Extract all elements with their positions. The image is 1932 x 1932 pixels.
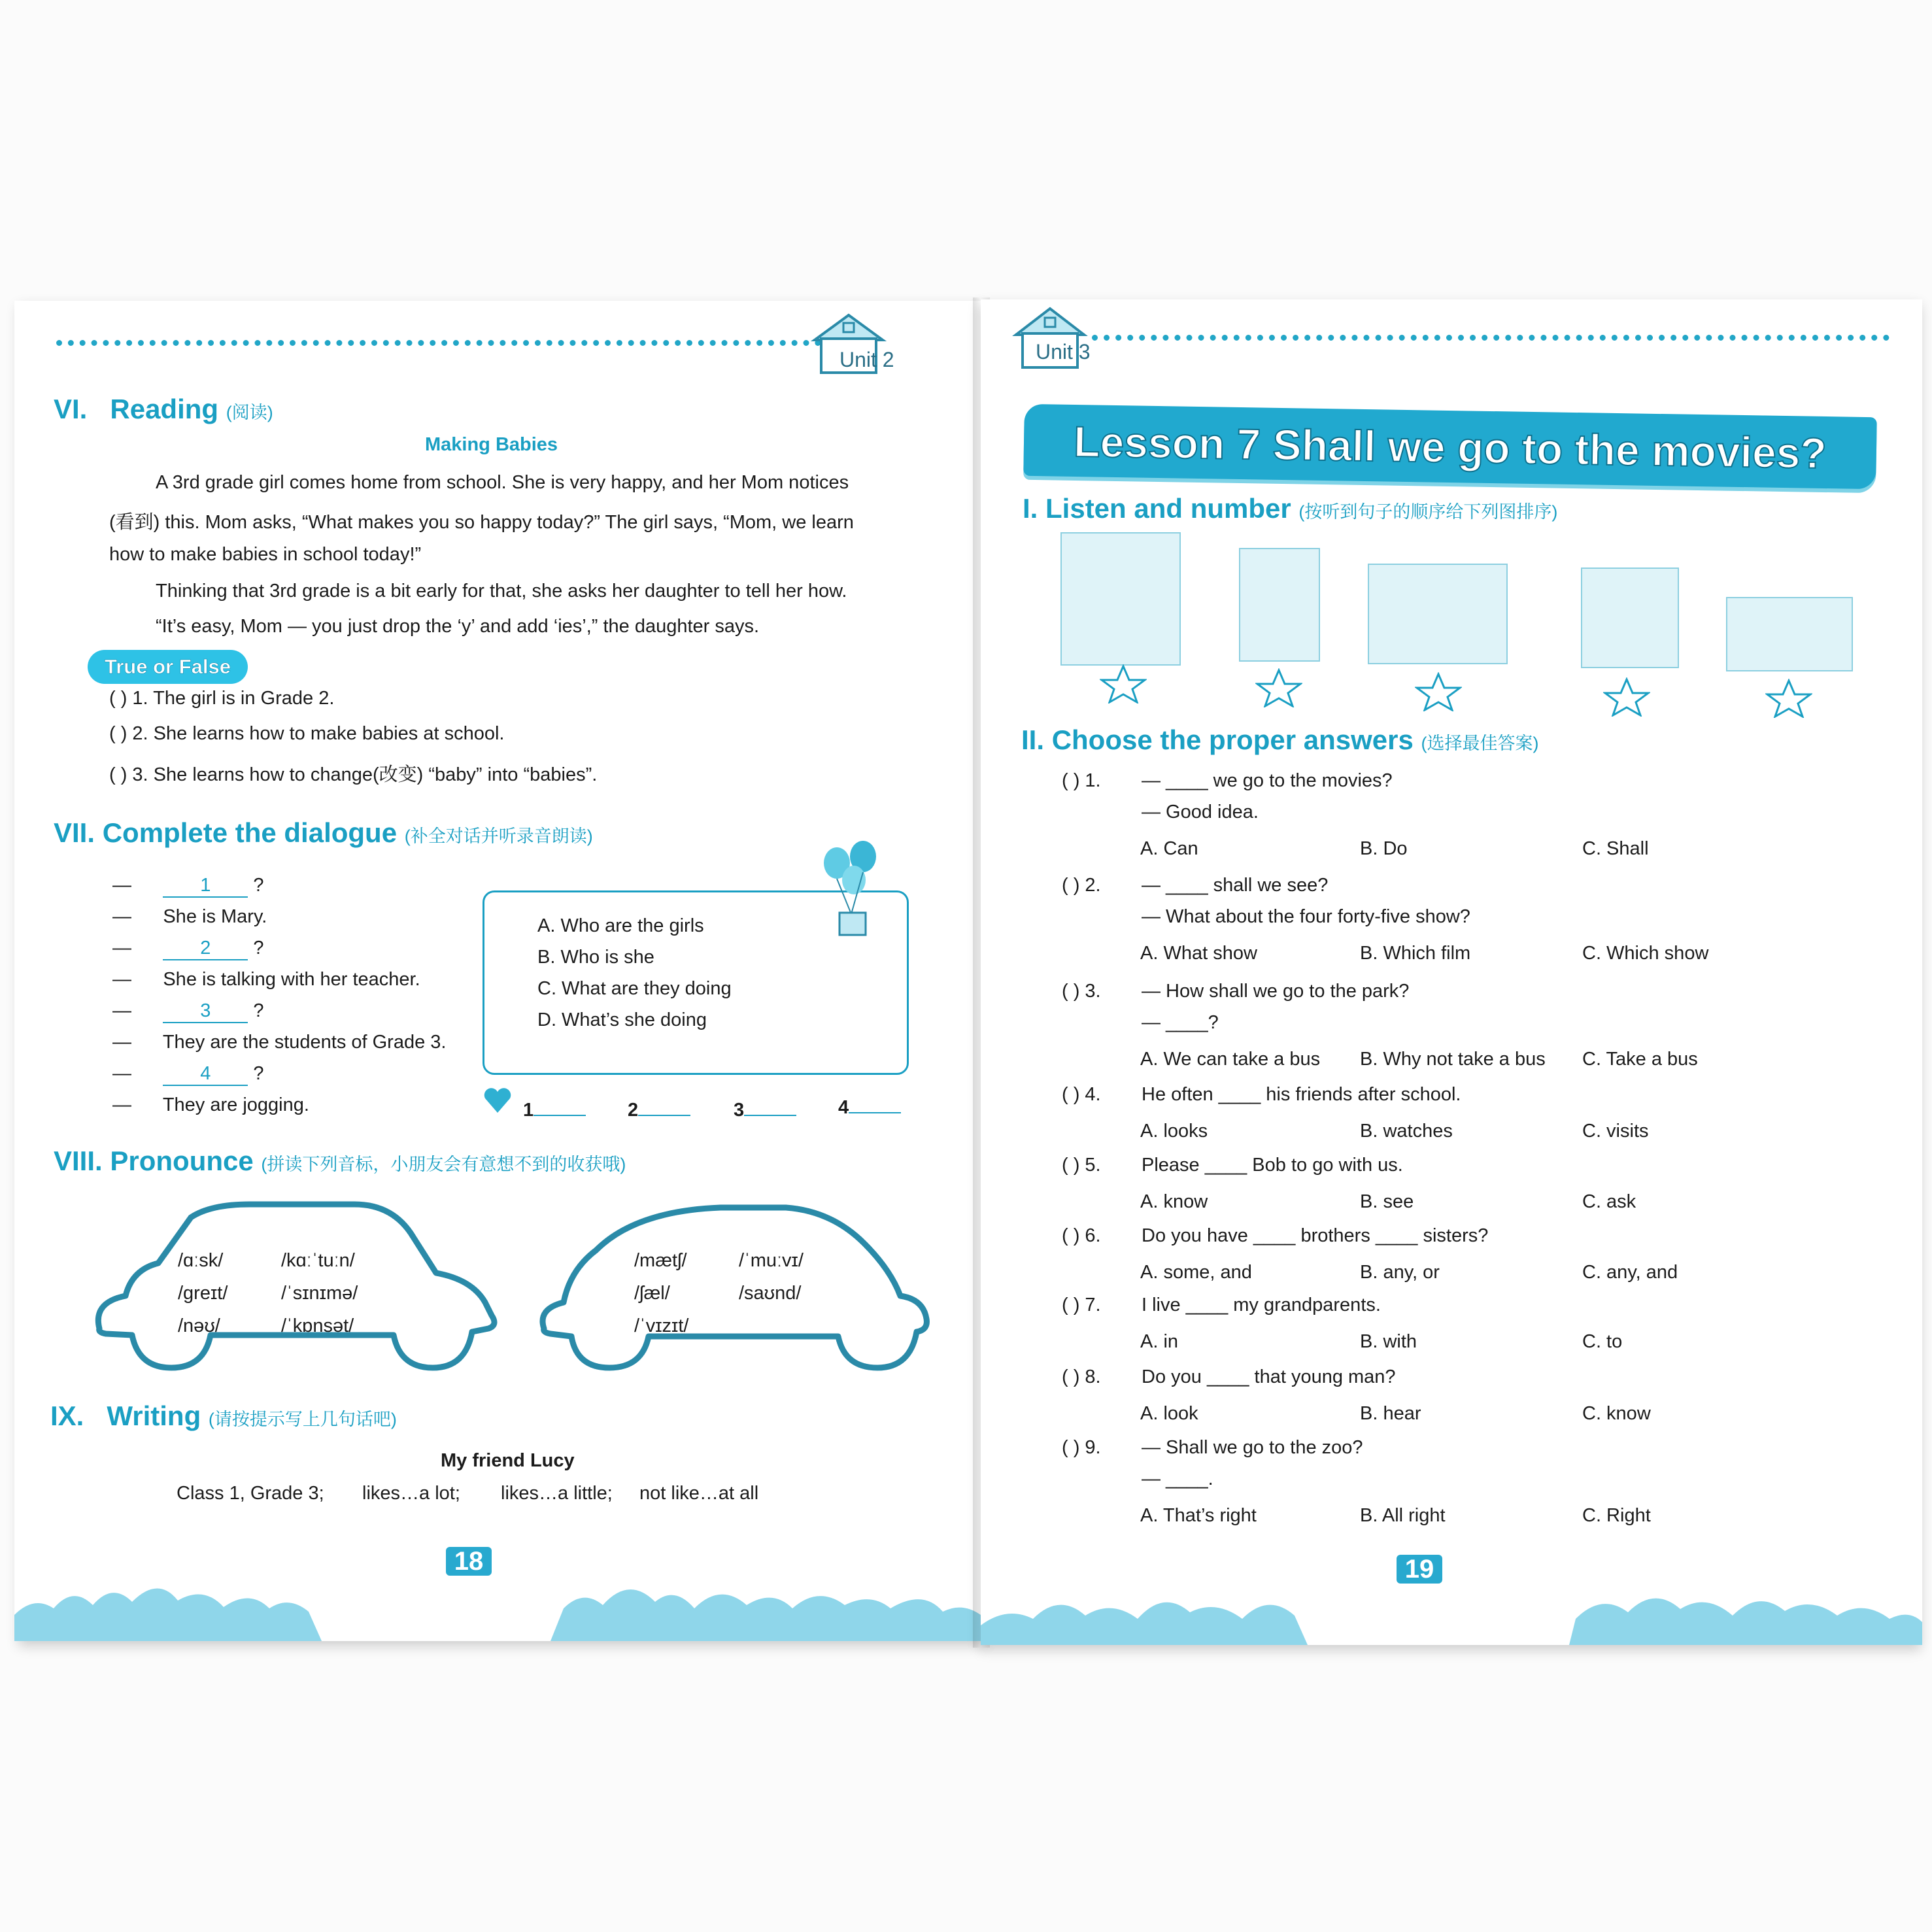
option-d: D. What’s she doing (537, 1009, 707, 1030)
choice-option[interactable]: B. Which film (1360, 943, 1471, 964)
star-answer-icon[interactable] (1603, 677, 1650, 717)
dialogue-dash: — (112, 969, 131, 990)
choice-option[interactable]: C. Which show (1582, 943, 1709, 964)
section-listen-heading (1023, 493, 1557, 524)
choice-option[interactable]: A. Can (1140, 838, 1198, 859)
library-picture (1581, 568, 1679, 668)
section-number: VI. (54, 394, 88, 424)
choice-option[interactable]: B. with (1360, 1331, 1417, 1352)
writing-hint: Class 1, Grade 3; (177, 1483, 324, 1504)
car-outline-right (524, 1191, 943, 1381)
section-cn-title: (按听到句子的顺序给下列图排序) (1298, 502, 1558, 522)
star-answer-icon[interactable] (1255, 668, 1302, 707)
passage-line: how to make babies in school today!” (109, 544, 422, 565)
choice-option[interactable]: B. see (1360, 1191, 1414, 1212)
answer-number: 1 (523, 1100, 534, 1121)
heart-icon (483, 1085, 513, 1115)
option-b: B. Who is she (537, 947, 654, 968)
answer-slot (838, 1097, 901, 1119)
animal-silhouette-footer (14, 1523, 981, 1641)
choice-option[interactable]: B. hear (1360, 1403, 1421, 1424)
dialogue-line (112, 1032, 446, 1053)
writing-hint: likes…a little; (501, 1483, 613, 1504)
answer-slot (523, 1100, 586, 1121)
page-number: 19 (1397, 1555, 1442, 1584)
question-text: — ____ shall we see? (1142, 875, 1329, 896)
dialogue-text: They are jogging. (162, 1094, 309, 1115)
section-dialogue-heading (54, 817, 593, 849)
dialogue-line (112, 1000, 264, 1023)
choice-option[interactable]: C. to (1582, 1331, 1623, 1352)
answer-number: 2 (628, 1100, 639, 1121)
choice-option[interactable]: A. some, and (1140, 1262, 1252, 1283)
dialogue-line (112, 1094, 309, 1116)
section-title: Complete the dialogue (102, 817, 398, 848)
dotted-rule (1092, 335, 1890, 341)
section-title: Listen and number (1045, 493, 1291, 524)
answer-bracket[interactable]: ( ) 7. (1062, 1295, 1101, 1315)
choice-option[interactable]: A. We can take a bus (1140, 1049, 1321, 1070)
choice-option[interactable]: B. any, or (1360, 1262, 1440, 1283)
question-text: Do you have ____ brothers ____ sisters? (1142, 1225, 1489, 1246)
choice-option[interactable]: C. Right (1582, 1505, 1651, 1526)
passage-title: Making Babies (425, 434, 558, 455)
question-mark: ? (253, 1063, 264, 1084)
section-title: Reading (110, 394, 219, 424)
choice-option[interactable]: A. know (1140, 1191, 1208, 1212)
dialogue-line (112, 875, 264, 898)
section-cn-title: (选择最佳答案) (1421, 734, 1539, 753)
choice-option[interactable]: A. What show (1140, 943, 1257, 964)
question-text: He often ____ his friends after school. (1142, 1084, 1461, 1105)
choice-option[interactable]: C. Take a bus (1582, 1049, 1698, 1070)
tf-item: ( ) 1. The girl is in Grade 2. (109, 688, 335, 709)
choice-option[interactable]: A. That’s right (1140, 1505, 1257, 1526)
section-number: I. (1023, 493, 1038, 524)
answer-bracket[interactable]: ( ) 1. (1062, 770, 1101, 791)
section-writing-heading (50, 1400, 397, 1432)
writing-subtitle: My friend Lucy (441, 1450, 575, 1471)
section-title: Choose the proper answers (1051, 724, 1414, 755)
question-mark: ? (253, 1000, 264, 1021)
section-title: Pronounce (110, 1145, 254, 1176)
section-number: VII. (54, 817, 95, 848)
dialogue-line (112, 938, 264, 960)
phonetic: /saʊnd/ (739, 1283, 802, 1304)
dialogue-dash: — (112, 1000, 131, 1021)
dialogue-dash: — (112, 875, 131, 896)
concert-picture (1726, 597, 1853, 671)
option-a: A. Who are the girls (537, 915, 704, 936)
section-number: IX. (50, 1400, 84, 1431)
dialogue-dash: — (112, 938, 131, 958)
section-reading-heading (54, 394, 273, 425)
answer-number: 4 (838, 1097, 849, 1118)
choice-option[interactable]: C. ask (1582, 1191, 1636, 1212)
answer-bracket[interactable]: ( ) 5. (1062, 1155, 1101, 1176)
dialogue-dash: — (112, 1063, 131, 1084)
phonetic: /kɑːˈtuːn/ (281, 1250, 355, 1271)
passage-line: A 3rd grade girl comes home from school. She is very happy, and her Mom notices (156, 472, 849, 493)
unit-tag: Unit 3 (1036, 340, 1091, 364)
answer-line[interactable] (534, 1115, 586, 1116)
question-response: — What about the four forty-five show? (1142, 906, 1470, 927)
dialogue-text: She is talking with her teacher. (163, 969, 420, 990)
section-cn-title: (阅读) (226, 403, 273, 422)
true-false-badge: True or False (88, 650, 248, 684)
answer-number: 3 (734, 1100, 745, 1121)
football-picture (1368, 564, 1508, 664)
answer-blank[interactable]: 2 (163, 938, 248, 960)
choice-option[interactable]: A. look (1140, 1403, 1198, 1424)
choice-option[interactable]: C. any, and (1582, 1262, 1678, 1283)
animal-silhouette-footer (981, 1527, 1922, 1645)
choice-option[interactable]: B. All right (1360, 1505, 1446, 1526)
answer-line[interactable] (744, 1115, 796, 1116)
choice-option[interactable]: A. looks (1140, 1121, 1208, 1142)
writing-hint: likes…a lot; (362, 1483, 460, 1504)
dialogue-dash: — (112, 1094, 131, 1115)
dialogue-text: They are the students of Grade 3. (162, 1032, 447, 1053)
writing-hint: not like…at all (639, 1483, 759, 1504)
section-number: II. (1021, 724, 1045, 755)
phonetic: /mætʃ/ (634, 1250, 687, 1271)
phonetic: /nəʊ/ (178, 1315, 220, 1336)
question-text: I live ____ my grandparents. (1142, 1295, 1381, 1315)
answer-slot (628, 1100, 690, 1121)
star-answer-icon[interactable] (1100, 664, 1147, 703)
phonetic: /ˈvɪzɪt/ (634, 1315, 689, 1336)
choice-option[interactable]: C. visits (1582, 1121, 1649, 1142)
tf-item: ( ) 3. She learns how to change(改变) “baby” into “babies”. (109, 764, 598, 785)
question-text: — Shall we go to the zoo? (1142, 1437, 1363, 1458)
passage-line: Thinking that 3rd grade is a bit early for that, she asks her daughter to tell her how. (156, 581, 847, 602)
section-pronounce-heading (54, 1145, 626, 1177)
choice-option[interactable]: C. know (1582, 1403, 1651, 1424)
answer-bracket[interactable]: ( ) 2. (1062, 875, 1101, 896)
phonetic: /ɡreɪt/ (178, 1283, 228, 1304)
choice-option[interactable]: B. Do (1360, 838, 1408, 859)
dialogue-text: She is Mary. (163, 906, 267, 927)
answer-blank[interactable]: 1 (163, 875, 248, 898)
balloon-gift-icon (811, 837, 896, 941)
section-cn-title: (请按提示写上几句话吧) (208, 1410, 397, 1429)
answer-bracket[interactable]: ( ) 3. (1062, 981, 1101, 1002)
answer-slot (734, 1100, 796, 1121)
unit-tag: Unit 2 (839, 348, 894, 371)
question-text: — How shall we go to the park? (1142, 981, 1410, 1002)
phonetic: /ˈkɒnsət/ (281, 1315, 354, 1336)
answer-blank[interactable]: 4 (163, 1063, 248, 1086)
dialogue-line (112, 969, 420, 991)
zoo-picture (1060, 532, 1181, 666)
question-mark: ? (253, 875, 264, 896)
choice-option[interactable]: A. in (1140, 1331, 1179, 1352)
phonetic: /ˈmuːvɪ/ (739, 1250, 804, 1271)
lesson-banner (1023, 404, 1877, 489)
question-text: — ____ we go to the movies? (1142, 770, 1393, 791)
right-page (981, 299, 1922, 1645)
passage-line: “It’s easy, Mom — you just drop the ‘y’ and add ‘ies’,” the daughter says. (156, 616, 760, 637)
answer-bracket[interactable]: ( ) 4. (1062, 1084, 1101, 1105)
answer-line[interactable] (849, 1112, 901, 1113)
dialogue-dash: — (112, 1032, 131, 1053)
question-response: — ____. (1142, 1468, 1213, 1489)
section-number: VIII. (54, 1145, 103, 1176)
section-cn-title: (补全对话并听录音朗读) (404, 826, 593, 846)
phonetic: /ˈsɪnɪmə/ (281, 1283, 358, 1304)
answer-bracket[interactable]: ( ) 8. (1062, 1366, 1101, 1387)
star-answer-icon[interactable] (1415, 672, 1462, 711)
section-choose-heading (1021, 724, 1538, 756)
dialogue-dash: — (112, 906, 131, 927)
question-response: — ____? (1142, 1012, 1219, 1033)
page-number: 18 (446, 1547, 492, 1576)
section-title: Writing (107, 1400, 201, 1431)
question-text: Do you ____ that young man? (1142, 1366, 1396, 1387)
question-response: — Good idea. (1142, 802, 1259, 822)
choice-option[interactable]: B. watches (1360, 1121, 1453, 1142)
dialogue-line (112, 906, 267, 928)
question-text: Please ____ Bob to go with us. (1142, 1155, 1403, 1176)
section-cn-title: (拼读下列音标，小朋友会有意想不到的收获哦) (261, 1155, 626, 1174)
answer-line[interactable] (638, 1115, 690, 1116)
left-page (14, 301, 981, 1641)
dialogue-line (112, 1063, 264, 1086)
dotted-rule (56, 340, 821, 346)
phonetic: /ɑːsk/ (178, 1250, 224, 1271)
choice-option[interactable]: C. Shall (1582, 838, 1649, 859)
star-answer-icon[interactable] (1765, 679, 1812, 718)
passage-line: (看到) this. Mom asks, “What makes you so happy today?” The girl says, “Mom, we learn (109, 512, 854, 533)
choice-option[interactable]: B. Why not take a bus (1360, 1049, 1546, 1070)
tf-item: ( ) 2. She learns how to make babies at school. (109, 723, 505, 744)
question-mark: ? (253, 938, 264, 958)
answer-blank[interactable]: 3 (163, 1000, 248, 1023)
phonetic: /ʃæl/ (634, 1283, 670, 1304)
answer-bracket[interactable]: ( ) 6. (1062, 1225, 1101, 1246)
answer-bracket[interactable]: ( ) 9. (1062, 1437, 1101, 1458)
option-c: C. What are they doing (537, 978, 732, 999)
movie-picture (1239, 548, 1320, 662)
lesson-title: Lesson 7 Shall we go to the movies? (1073, 416, 1827, 478)
